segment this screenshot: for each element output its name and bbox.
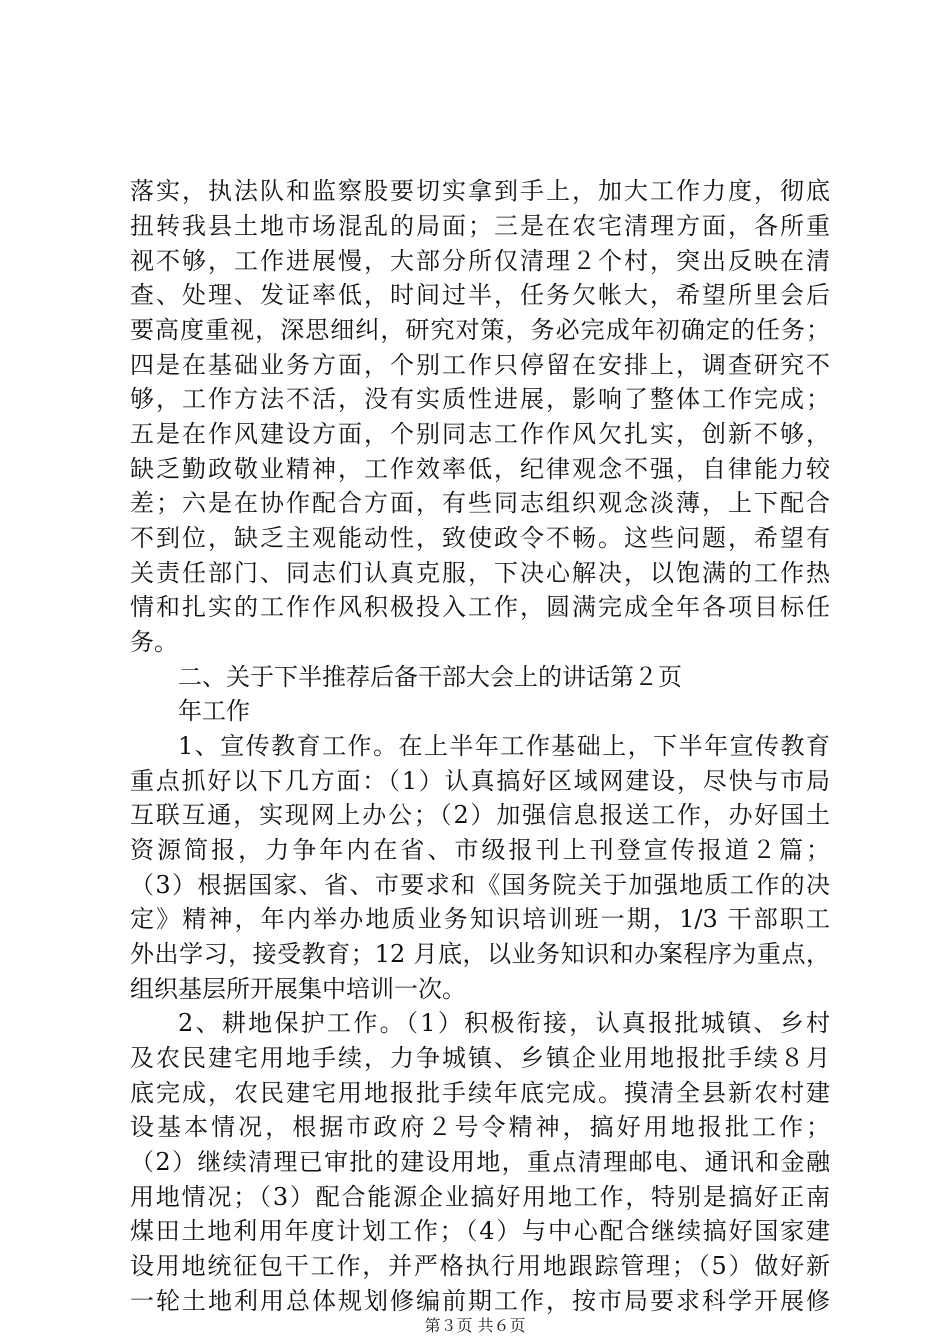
body-text-line: 扭转我县土地市场混乱的局面；三是在农宅清理方面，各所重 <box>130 212 830 240</box>
body-text-line: 煤田土地利用年度计划工作；（4）与中心配合继续搞好国家建 <box>130 1217 830 1245</box>
body-text-line: 底完成，农民建宅用地报批手续年底完成。摸清全县新农村建 <box>130 1079 830 1107</box>
body-text-line: 查、处理、发证率低，时间过半，任务欠帐大，希望所里会后 <box>130 281 830 309</box>
body-text-line: 要高度重视，深思细纠，研究对策，务必完成年初确定的任务； <box>130 316 830 344</box>
body-text-line: 差；六是在协作配合方面，有些同志组织观念淡薄，上下配合 <box>130 489 830 517</box>
body-text-line: 不到位，缺乏主观能动性，致使政令不畅。这些问题，希望有 <box>130 524 830 552</box>
body-text-line: 够，工作方法不活，没有实质性进展，影响了整体工作完成； <box>130 385 830 413</box>
body-text-line: 用地情况；（3）配合能源企业搞好用地工作，特别是搞好正南 <box>130 1183 830 1211</box>
body-text-line: 五是在作风建设方面，个别同志工作作风欠扎实，创新不够， <box>130 420 830 448</box>
body-text-line: 缺乏勤政敬业精神，工作效率低，纪律观念不强，自律能力较 <box>130 455 830 483</box>
page-footer: 第３页 共６页 <box>424 1316 526 1335</box>
body-text-line: 组织基层所开展集中培训一次。 <box>130 975 466 1003</box>
body-text-line: 一轮土地利用总体规划修编前期工作，按市局要求科学开展修 <box>130 1287 830 1315</box>
body-text-line: 关责任部门、同志们认真克服，下决心解决，以饱满的工作热 <box>130 559 830 587</box>
body-text-line: 设基本情况，根据市政府２号令精神，搞好用地报批工作； <box>130 1113 830 1141</box>
body-text-line: （3）根据国家、省、市要求和《国务院关于加强地质工作的决 <box>130 871 830 899</box>
body-text-line: 外出学习，接受教育；12 月底，以业务知识和办案程序为重点， <box>130 940 830 968</box>
body-text-line: 视不够，工作进展慢，大部分所仅清理２个村，突出反映在清 <box>130 247 830 275</box>
body-text-line: 重点抓好以下几方面：（1）认真搞好区域网建设，尽快与市局 <box>130 767 830 795</box>
body-text-line: 定》精神，年内举办地质业务知识培训班一期，1/3 干部职工 <box>130 905 830 933</box>
body-text-line: （2）继续清理已审批的建设用地，重点清理邮电、通讯和金融 <box>130 1148 830 1176</box>
body-text-line: 情和扎实的工作作风积极投入工作，圆满完成全年各项目标任 <box>130 593 830 621</box>
body-text-line: 四是在基础业务方面，个别工作只停留在安排上，调查研究不 <box>130 351 830 379</box>
section-heading: 年工作 <box>178 697 250 725</box>
paragraph-first-line: 2、耕地保护工作。（1）积极衔接，认真报批城镇、乡村 <box>178 1009 830 1037</box>
section-heading: 二、关于下半推荐后备干部大会上的讲话第２页 <box>178 663 682 691</box>
body-text-line: 资源简报，力争年内在省、市级报刊上刊登宣传报道２篇； <box>130 836 830 864</box>
body-text-line: 及农民建宅用地手续，力争城镇、乡镇企业用地报批手续８月 <box>130 1044 830 1072</box>
paragraph-first-line: 1、宣传教育工作。在上半年工作基础上，下半年宣传教育 <box>178 732 830 760</box>
body-text-line: 互联互通，实现网上办公；（2）加强信息报送工作，办好国土 <box>130 801 830 829</box>
body-text-line: 设用地统征包干工作，并严格执行用地跟踪管理；（5）做好新 <box>130 1252 830 1280</box>
body-text-line: 务。 <box>130 628 178 656</box>
body-text-line: 落实，执法队和监察股要切实拿到手上，加大工作力度，彻底 <box>130 177 830 205</box>
